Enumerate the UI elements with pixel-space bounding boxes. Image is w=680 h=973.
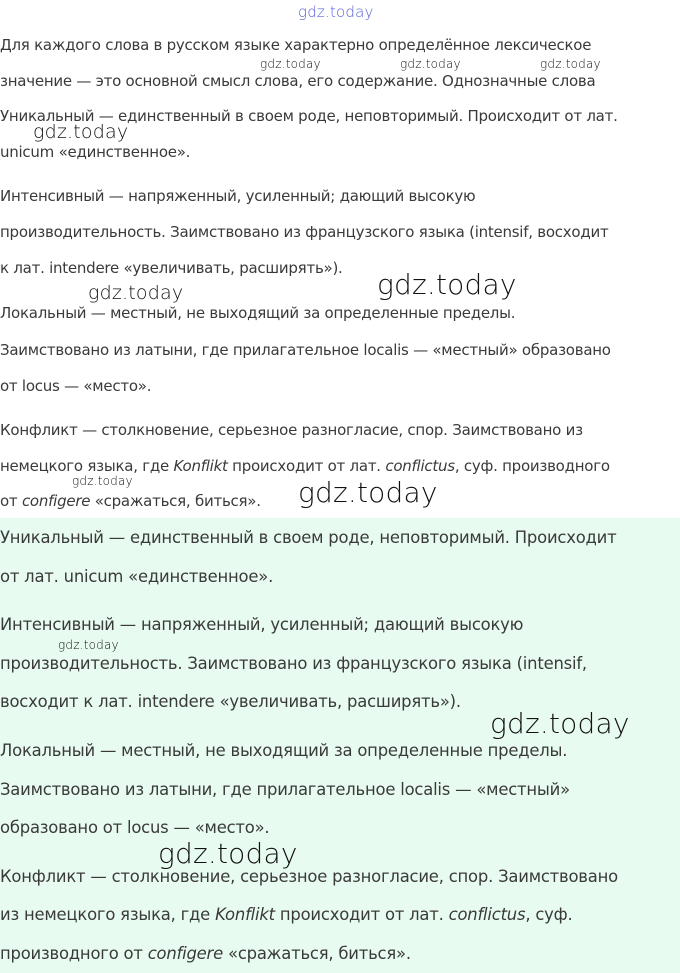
- answer-line: Заимствовано из латыни, где прилагательное localis — «местный»: [0, 780, 570, 799]
- answer-line: от лат. unicum «единственное».: [0, 567, 274, 586]
- watermark: gdz.today: [72, 474, 133, 488]
- text-line: Конфликт — столкновение, серьезное разногласие, спор. Заимствовано из: [0, 421, 583, 439]
- answer-line: производного от configere «сражаться, биться».: [0, 944, 411, 963]
- text-line: к лат. intendere «увеличивать, расширять»).: [0, 259, 343, 277]
- text-line: Локальный — местный, не выходящий за определенные пределы.: [0, 304, 516, 322]
- watermark: gdz.today: [377, 268, 517, 301]
- text-line: Интенсивный — напряженный, усиленный; дающий высокую: [0, 187, 476, 205]
- text-line: Уникальный — единственный в своем роде, неповторимый. Происходит от лат.: [0, 107, 618, 125]
- answer-line: Конфликт — столкновение, серьезное разногласие, спор. Заимствовано: [0, 867, 618, 886]
- answer-line: восходит к лат. intendere «увеличивать, расширять»).: [0, 692, 461, 711]
- watermark: gdz.today: [88, 282, 184, 304]
- watermark: gdz.today: [158, 837, 298, 870]
- answer-line: Локальный — местный, не выходящий за определенные пределы.: [0, 741, 568, 760]
- watermark: gdz.today: [298, 3, 374, 21]
- text-line: unicum «единственное».: [0, 143, 191, 161]
- answer-line: Интенсивный — напряженный, усиленный; дающий высокую: [0, 615, 524, 634]
- answer-line: производительность. Заимствовано из французского языка (intensif,: [0, 654, 587, 673]
- watermark: gdz.today: [490, 707, 630, 740]
- watermark: gdz.today: [400, 57, 461, 71]
- answer-line: из немецкого языка, где Konflikt происходит от лат. conflictus, суф.: [0, 905, 573, 924]
- answer-line: Уникальный — единственный в своем роде, неповторимый. Происходит: [0, 528, 617, 547]
- text-line: немецкого языка, где Konflikt происходит от лат. conflictus, суф. производного: [0, 457, 610, 475]
- watermark: gdz.today: [540, 57, 601, 71]
- intro-line: Для каждого слова в русском языке характерно определённое лексическое: [0, 36, 592, 54]
- watermark: gdz.today: [58, 638, 119, 652]
- watermark: gdz.today: [298, 476, 438, 509]
- watermark: gdz.today: [260, 57, 321, 71]
- answer-line: образовано от locus — «место».: [0, 818, 270, 837]
- watermark: gdz.today: [33, 121, 129, 143]
- text-line: от configere «сражаться, биться».: [0, 492, 261, 510]
- text-line: Заимствовано из латыни, где прилагательное localis — «местный» образовано: [0, 341, 611, 359]
- text-line: от locus — «место».: [0, 377, 152, 395]
- intro-line: значение — это основной смысл слова, его содержание. Однозначные слова: [0, 72, 596, 90]
- text-line: производительность. Заимствовано из французского языка (intensif, восходит: [0, 223, 609, 241]
